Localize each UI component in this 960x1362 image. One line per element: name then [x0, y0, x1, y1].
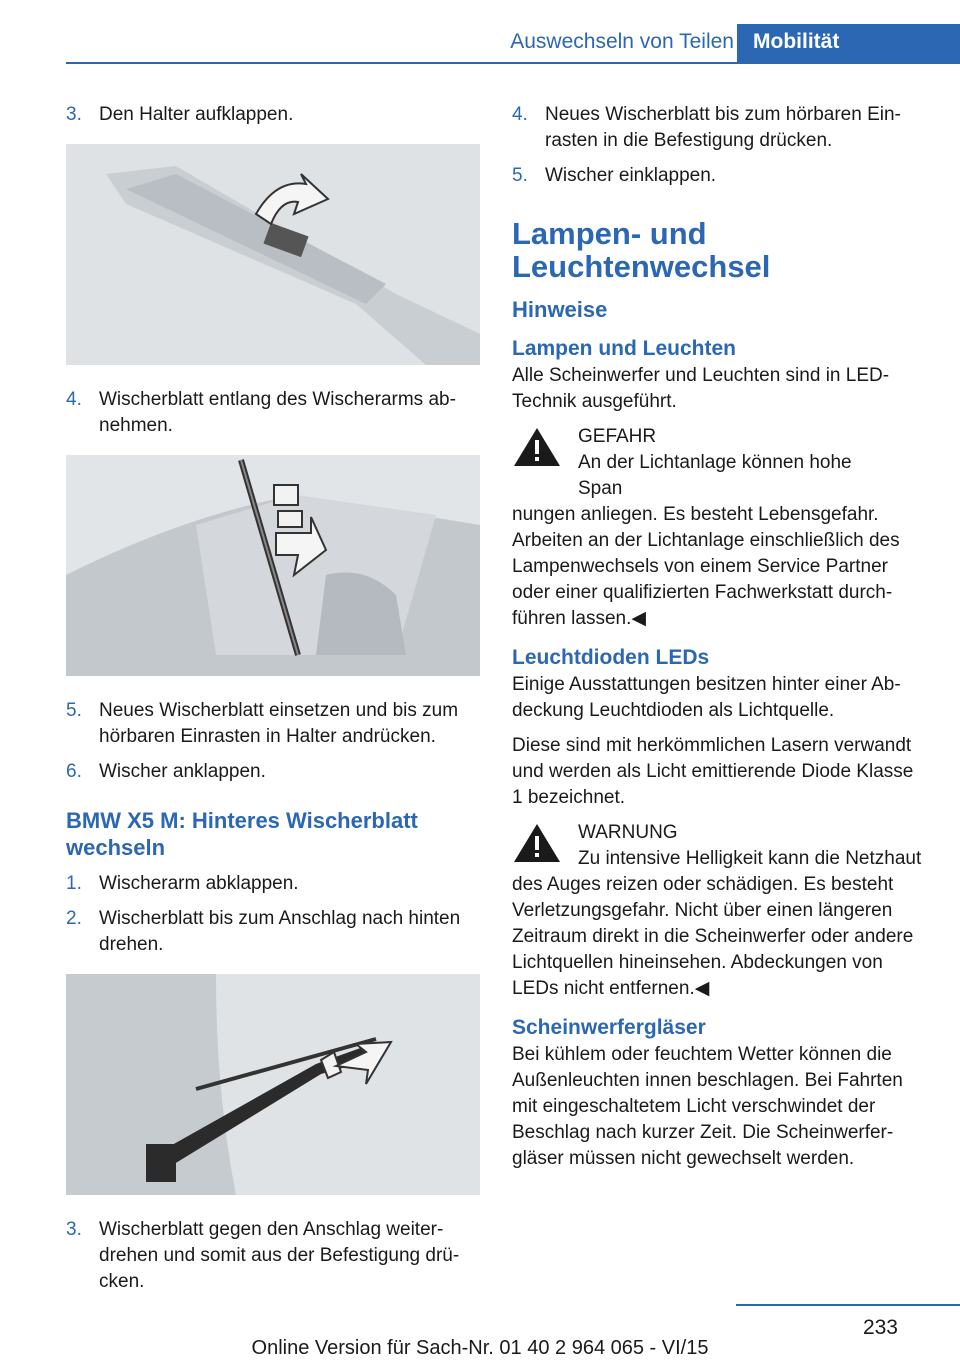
step-number: 5. [512, 165, 528, 186]
paragraph-text: Bei kühlem oder feuchtem Wetter können die Außenleuchten innen beschlagen. Bei Fahrten mit eingeschaltetem Licht verschwindet der Beschlag nach kurzer Zeit. Die Scheinwerfergläser müssen nicht gewechselt werden. [512, 1044, 903, 1169]
rear-wiper-illustration [66, 974, 480, 1195]
step-item [512, 102, 926, 154]
warning-title: GEFAHR [578, 426, 657, 447]
footer-version-text: Online Version für Sach-Nr. 01 40 2 964 065 - VI/15 [251, 1337, 709, 1359]
left-column [66, 102, 480, 1304]
warning-title: WARNUNG [578, 822, 678, 843]
paragraph-heading: Scheinwerfergläser [512, 1016, 706, 1039]
step-number: 6. [66, 761, 82, 782]
step-item [66, 387, 480, 439]
step-item [66, 871, 480, 897]
step-text: Neues Wischerblatt bis zum hörbaren Einrasten in die Befestigung drücken. [545, 104, 901, 151]
figure-wiper-blade-removal [66, 455, 480, 676]
right-column [512, 102, 926, 1181]
paragraph-text: Diese sind mit herkömmlichen Lasern verwandt und werden als Licht emittierende Diode Klasse 1 bezeichnet. [512, 735, 914, 808]
paragraph-heading: Lampen und Leuchten [512, 337, 737, 360]
step-item [66, 906, 480, 958]
caution-warning [512, 820, 926, 1002]
page-number: 233 [862, 1316, 898, 1339]
header-chapter-tab: Mobilität [737, 24, 960, 64]
step-item [66, 102, 480, 128]
step-number: 3. [66, 1219, 82, 1240]
step-number: 4. [66, 389, 82, 410]
step-item [512, 163, 926, 189]
step-text: Wischerblatt gegen den Anschlag weiterdrehen und somit aus der Befestigung drücken. [99, 1219, 460, 1292]
step-text: Wischerarm abklappen. [99, 873, 299, 894]
chapter-title: Lampen- und Leuchtenwechsel [512, 216, 771, 284]
warning-triangle-icon [512, 822, 562, 864]
danger-warning [512, 424, 926, 632]
wiper-removal-illustration [66, 455, 480, 676]
header-rule [66, 62, 960, 64]
step-text: Wischer anklappen. [99, 761, 266, 782]
step-number: 3. [66, 104, 82, 125]
step-text: Den Halter aufklappen. [99, 104, 294, 125]
section-title: Hinweise [512, 297, 608, 322]
header-section-title: Auswechseln von Teilen [510, 30, 734, 53]
warning-text-first-line: Zu intensive Helligkeit kann die Netzhaut [578, 848, 922, 869]
warning-text: des Auges reizen oder schädigen. Es besteht Verletzungsgefahr. Nicht über einen längeren Zeitraum direkt in die Scheinwerfer oder andere Lichtquellen hineinsehen. Abdeckungen von LEDs nicht entfernen.◀ [512, 874, 914, 999]
subheading-rear-wiper: BMW X5 M: Hinteres Wischerblatt wechseln [66, 808, 418, 860]
step-text: Wischerblatt bis zum Anschlag nach hinten drehen. [99, 908, 461, 955]
footer-rule [736, 1304, 960, 1306]
step-number: 1. [66, 873, 82, 894]
paragraph-text: Alle Scheinwerfer und Leuchten sind in LED-Technik ausgeführt. [512, 365, 890, 412]
step-item [66, 1217, 480, 1295]
step-text: Wischerblatt entlang des Wischerarms abnehmen. [99, 389, 456, 436]
warning-triangle-icon [512, 426, 562, 468]
paragraph-heading: Leuchtdioden LEDs [512, 646, 710, 669]
step-number: 2. [66, 908, 82, 929]
step-item [66, 759, 480, 785]
step-item [66, 698, 480, 750]
step-text: Neues Wischerblatt einsetzen und bis zum hörbaren Einrasten in Halter andrücken. [99, 700, 459, 747]
step-number: 5. [66, 700, 82, 721]
figure-wiper-holder [66, 144, 480, 365]
step-number: 4. [512, 104, 528, 125]
step-text: Wischer einklappen. [545, 165, 717, 186]
warning-text-first-line: An der Lichtanlage können hohe Span [578, 452, 852, 499]
warning-text: nungen anliegen. Es besteht Lebensgefahr. Arbeiten an der Lichtanlage einschließlich des Lampenwechsels von einem Service Partner oder einer qualifizierten Fachwerkstatt durchführen lassen.◀ [512, 504, 900, 629]
paragraph-text: Einige Ausstattungen besitzen hinter einer Abdeckung Leuchtdioden als Lichtquelle. [512, 674, 901, 721]
wiper-holder-illustration [66, 144, 480, 365]
figure-rear-wiper [66, 974, 480, 1195]
